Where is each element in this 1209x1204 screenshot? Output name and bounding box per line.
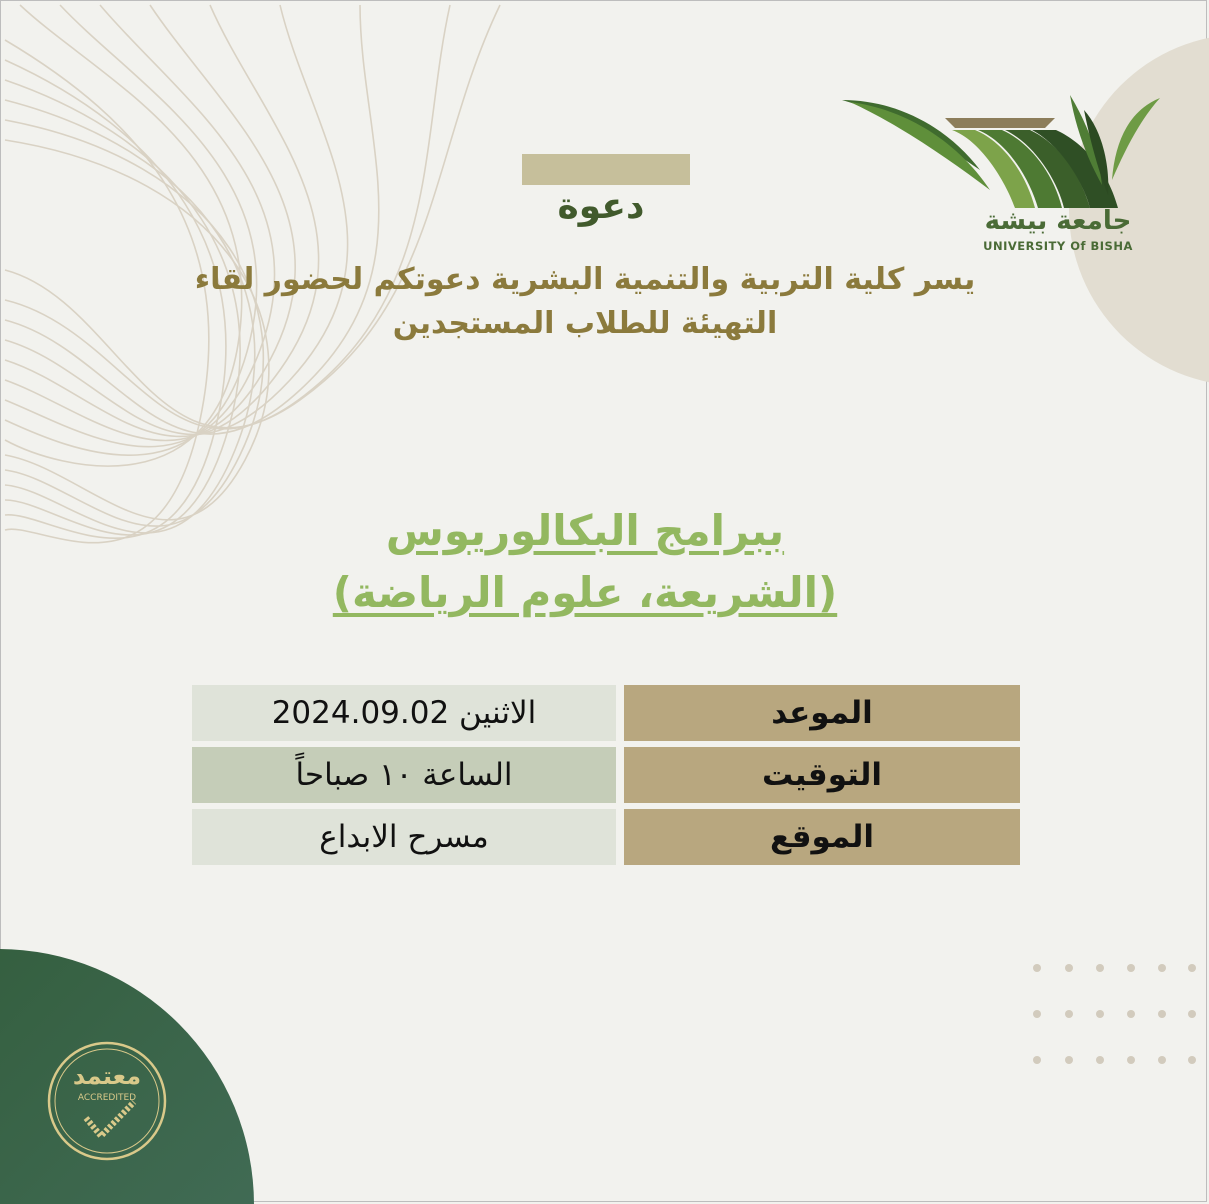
university-logo xyxy=(840,90,1170,265)
logo-english-name: UNIVERSITY Of BISHA xyxy=(983,239,1133,253)
time-label: التوقيت xyxy=(624,747,1020,803)
invitation-line-2: التهيئة للطلاب المستجدين xyxy=(392,306,778,341)
table-row-location xyxy=(192,809,1020,865)
time-value: الساعة ١٠ صباحاً xyxy=(192,747,616,803)
seal-english-text: ACCREDITED xyxy=(77,1093,137,1103)
table-row-time xyxy=(192,747,1020,803)
date-label: الموعد xyxy=(624,685,1020,741)
title-accent-bar xyxy=(522,154,690,185)
accreditation-seal xyxy=(46,1040,168,1162)
seal-arabic-text: معتمد xyxy=(72,1062,142,1090)
program-line-2: (الشريعة، علوم الرياضة) xyxy=(332,568,838,617)
program-title xyxy=(250,500,920,624)
location-value: مسرح الابداع xyxy=(192,809,616,865)
program-line-1: ببرامج البكالوريوس xyxy=(385,506,785,555)
logo-arabic-name: جامعة بيشة xyxy=(984,206,1132,236)
invitation-text xyxy=(160,258,1010,346)
invitation-line-1: يسر كلية التربية والتنمية البشرية دعوتكم لحضور لقاء xyxy=(194,262,976,297)
table-row-date xyxy=(192,685,1020,741)
dot-grid-icon xyxy=(1033,964,1196,1064)
page-title: دعوة xyxy=(557,186,645,227)
date-value: الاثنين 2024.09.02 xyxy=(192,685,616,741)
location-label: الموقع xyxy=(624,809,1020,865)
